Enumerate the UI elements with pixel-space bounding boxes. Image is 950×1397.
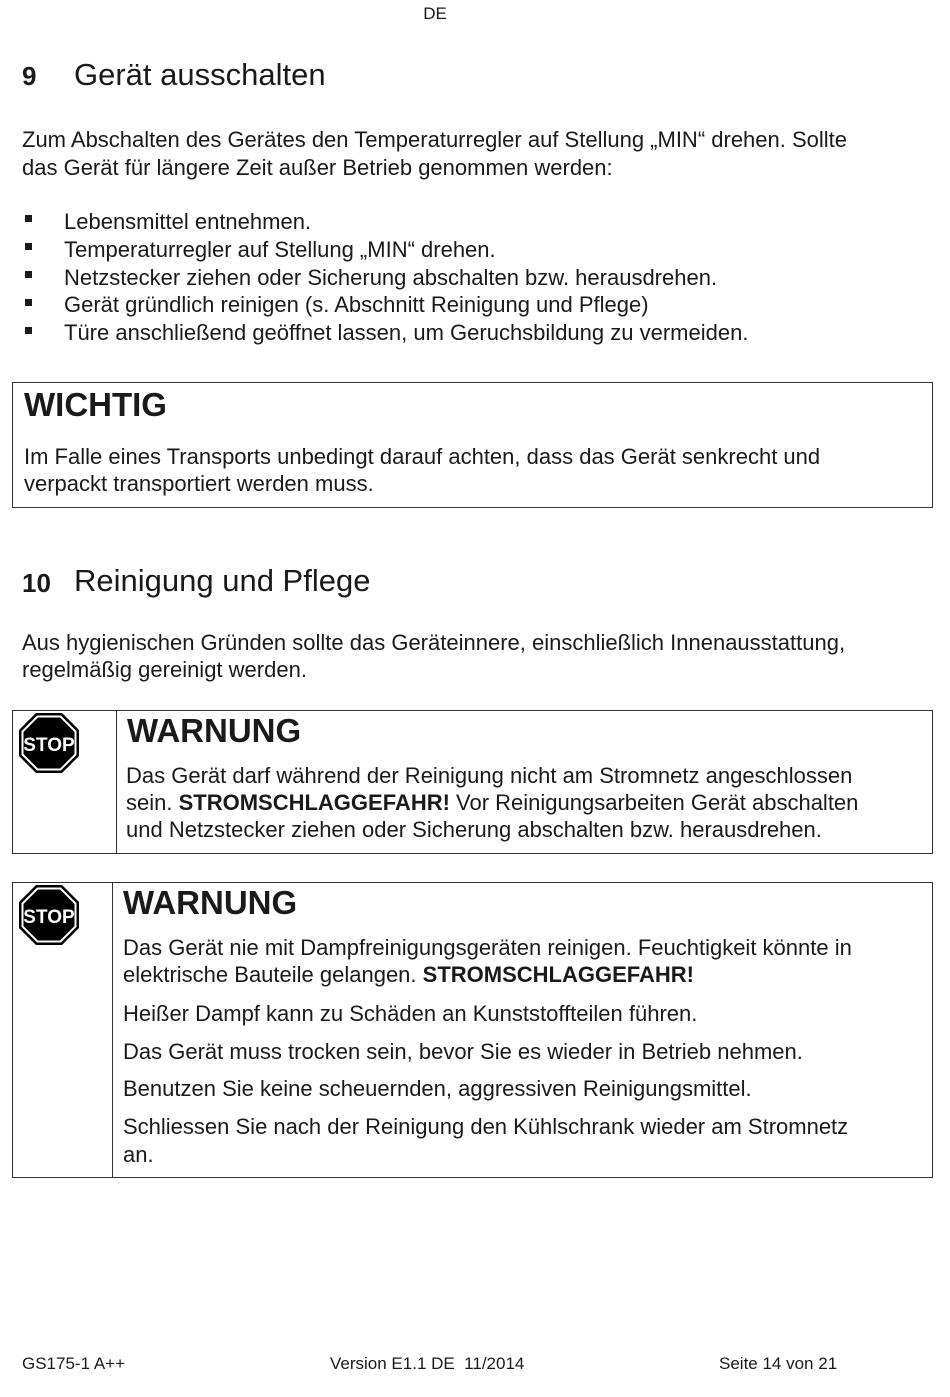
footer-model: GS175-1 A++ <box>22 1354 126 1373</box>
stop-sign-icon <box>17 711 81 775</box>
bullet-square-icon <box>25 271 32 278</box>
list-item: Netzstecker ziehen oder Sicherung abschalten bzw. herausdrehen. <box>22 264 748 292</box>
warning-2-p5-line-1: Schliessen Sie nach der Reinigung den Kühlschrank wieder am Stromnetz <box>123 1114 849 1139</box>
list-item: Gerät gründlich reinigen (s. Abschnitt Reinigung und Pflege) <box>22 291 748 319</box>
warning-2-p5-line-2: an. <box>123 1142 154 1167</box>
list-item: Türe anschließend geöffnet lassen, um Geruchsbildung zu vermeiden. <box>22 319 748 347</box>
svg-text:STOP: STOP <box>23 907 75 928</box>
shock-hazard-label: STROMSCHLAGGEFAHR! <box>178 790 450 815</box>
warning-2-p2: Heißer Dampf kann zu Schäden an Kunststoffteilen führen. <box>123 1001 698 1026</box>
warning-box-steam <box>12 882 933 1178</box>
warning-2-p3: Das Gerät muss trocken sein, bevor Sie es wieder in Betrieb nehmen. <box>123 1039 803 1064</box>
list-item: Lebensmittel entnehmen. <box>22 208 748 236</box>
section-9-intro-line-2: das Gerät für längere Zeit außer Betrieb genommen werden: <box>22 155 613 180</box>
stop-sign-icon <box>17 883 81 947</box>
section-9-title: Gerät ausschalten <box>74 57 326 92</box>
svg-text:STOP: STOP <box>23 735 75 756</box>
section-10-title: Reinigung und Pflege <box>74 563 371 598</box>
bullet-square-icon <box>25 327 32 334</box>
section-10-intro-line-1: Aus hygienischen Gründen sollte das Geräteinnere, einschließlich Innenausstattung, <box>22 630 846 655</box>
section-9-number: 9 <box>22 61 37 91</box>
shutdown-steps-list <box>22 208 748 347</box>
warning-1-line-2: sein. STROMSCHLAGGEFAHR! Vor Reinigungsarbeiten Gerät abschalten <box>126 790 859 815</box>
section-9-intro-line-1: Zum Abschalten des Gerätes den Temperaturregler auf Stellung „MIN“ drehen. Sollte <box>22 127 848 152</box>
list-item: Temperaturregler auf Stellung „MIN“ drehen. <box>22 236 748 264</box>
footer-version: Version E1.1 DE 11/2014 <box>330 1354 525 1373</box>
warning-2-p4: Benutzen Sie keine scheuernden, aggressiven Reinigungsmittel. <box>123 1076 752 1101</box>
warning-1-title: WARNUNG <box>127 712 302 749</box>
important-title: WICHTIG <box>24 386 167 423</box>
language-code: DE <box>423 4 447 23</box>
warning-2-p1-line-2: elektrische Bauteile gelangen. STROMSCHLAGGEFAHR! <box>123 962 694 987</box>
section-10-number: 10 <box>22 568 51 598</box>
important-notice-box <box>12 382 933 508</box>
warning-2-title: WARNUNG <box>123 884 298 921</box>
bullet-square-icon <box>25 299 32 306</box>
bullet-square-icon <box>25 243 32 250</box>
shock-hazard-label: STROMSCHLAGGEFAHR! <box>422 962 694 987</box>
footer-page-number: Seite 14 von 21 <box>719 1354 838 1373</box>
important-text-line-1: Im Falle eines Transports unbedingt darauf achten, dass das Gerät senkrecht und <box>24 444 821 469</box>
warning-1-line-1: Das Gerät darf während der Reinigung nicht am Stromnetz angeschlossen <box>126 763 853 788</box>
bullet-square-icon <box>25 215 32 222</box>
warning-2-p1-line-1: Das Gerät nie mit Dampfreinigungsgeräten reinigen. Feuchtigkeit könnte in <box>123 935 852 960</box>
warning-1-line-3: und Netzstecker ziehen oder Sicherung abschalten bzw. herausdrehen. <box>126 817 822 842</box>
section-10-intro-line-2: regelmäßig gereinigt werden. <box>22 657 307 682</box>
warning-box-power <box>12 710 933 854</box>
important-text-line-2: verpackt transportiert werden muss. <box>24 471 374 496</box>
